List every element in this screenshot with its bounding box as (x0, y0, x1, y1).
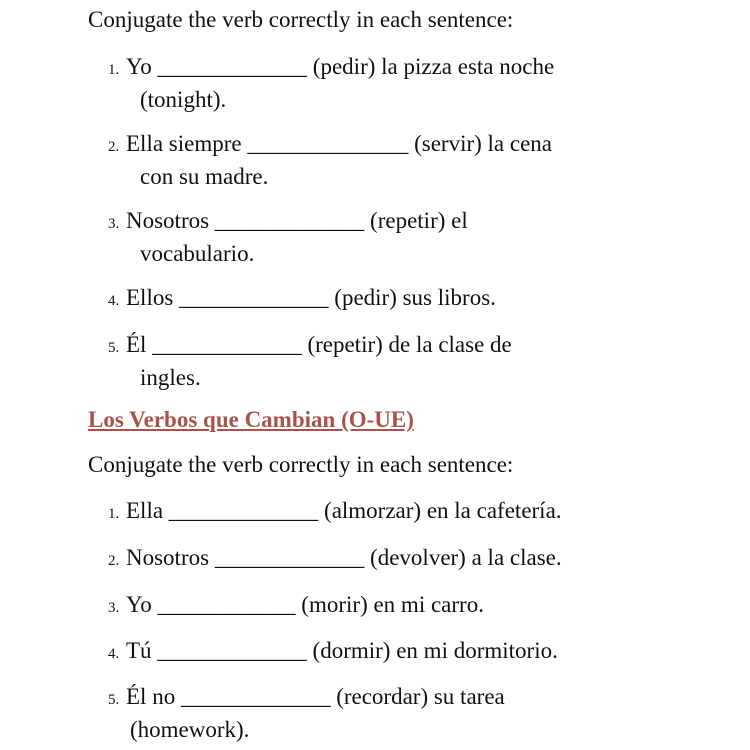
exercise-line (108, 283, 638, 316)
sentence-continuation: (homework). (130, 717, 250, 742)
item-number: 2. (108, 553, 120, 569)
sentence-text: Ella _____________ (almorzar) en la cafetería. (126, 498, 562, 523)
exercise-line (108, 206, 638, 239)
exercise-line (108, 543, 638, 576)
exercise-item (108, 283, 638, 316)
exercise-item (108, 590, 638, 623)
section-heading: Los Verbos que Cambian (O-UE) (88, 407, 414, 432)
exercise-item (108, 543, 638, 576)
item-number: 4. (108, 646, 120, 662)
item-number: 3. (108, 216, 120, 232)
sentence-text: Ellos _____________ (pedir) sus libros. (126, 285, 496, 310)
sentence-continuation: con su madre. (140, 164, 269, 189)
exercise-line (108, 129, 638, 162)
exercise-line (108, 636, 638, 669)
item-number: 3. (108, 600, 120, 616)
sentence-text: Yo _____________ (pedir) la pizza esta noche (126, 54, 555, 79)
exercise-item (108, 330, 638, 393)
sentence-continuation: ingles. (140, 365, 201, 390)
item-number: 1. (108, 506, 120, 522)
exercise-item (108, 682, 638, 745)
exercise-item (108, 496, 638, 529)
item-number: 2. (108, 139, 120, 155)
item-number: 1. (108, 62, 120, 78)
sentence-text: Nosotros _____________ (devolver) a la clase. (126, 545, 562, 570)
sentence-text: Él _____________ (repetir) de la clase de (126, 332, 512, 357)
item-number: 5. (108, 340, 120, 356)
instruction-text: Conjugate the verb correctly in each sentence: (88, 452, 514, 477)
exercise-item (108, 636, 638, 669)
exercise-line (108, 52, 638, 85)
exercise-item (108, 52, 638, 115)
item-number: 4. (108, 293, 120, 309)
exercise-line (108, 590, 638, 623)
sentence-text: Nosotros _____________ (repetir) el (126, 208, 468, 233)
exercise-line (108, 682, 638, 715)
instruction-text: Conjugate the verb correctly in each sentence: (88, 7, 514, 32)
exercise-item (108, 129, 638, 192)
exercise-line (108, 330, 638, 363)
sentence-text: Él no _____________ (recordar) su tarea (126, 684, 505, 709)
item-number: 5. (108, 692, 120, 708)
sentence-continuation: (tonight). (140, 87, 227, 112)
sentence-text: Yo ____________ (morir) en mi carro. (126, 592, 484, 617)
sentence-continuation: vocabulario. (140, 241, 255, 266)
exercise-line (108, 496, 638, 529)
sentence-text: Tú _____________ (dormir) en mi dormitorio. (126, 638, 558, 663)
sentence-text: Ella siempre ______________ (servir) la cena (126, 131, 553, 156)
exercise-item (108, 206, 638, 269)
